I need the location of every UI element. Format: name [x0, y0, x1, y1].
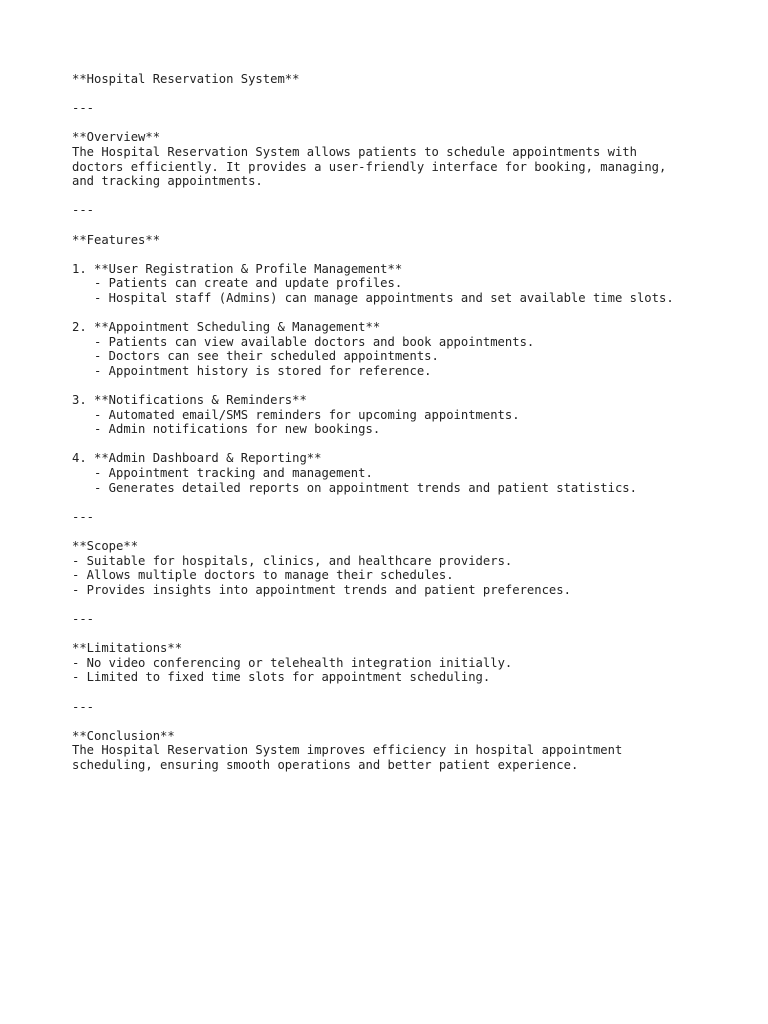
- feature-item-title: 1. **User Registration & Profile Management**: [72, 261, 403, 276]
- section-separator: ---: [72, 699, 95, 714]
- blank-line: [72, 495, 752, 510]
- blank-line: [72, 189, 752, 204]
- feature-item-title: 4. **Admin Dashboard & Reporting**: [72, 451, 322, 466]
- conclusion-line: scheduling, ensuring smooth operations and better patient experience.: [72, 757, 579, 772]
- scope-bullet: - Suitable for hospitals, clinics, and healthcare providers.: [72, 553, 513, 568]
- feature-bullet: - Generates detailed reports on appointment trends and patient statistics.: [94, 480, 637, 495]
- limitation-bullet: - No video conferencing or telehealth integration initially.: [72, 655, 513, 670]
- section-separator: ---: [72, 611, 95, 626]
- blank-line: [72, 378, 752, 393]
- document-title: **Hospital Reservation System**: [72, 72, 300, 86]
- blank-line: [72, 87, 752, 102]
- blank-line: [72, 116, 752, 131]
- feature-bullet: - Admin notifications for new bookings.: [94, 422, 381, 437]
- feature-bullet: - Hospital staff (Admins) can manage appointments and set available time slots.: [94, 290, 674, 305]
- scope-heading: **Scope**: [72, 539, 139, 553]
- limitation-bullet: - Limited to fixed time slots for appointment scheduling.: [72, 670, 491, 685]
- feature-item-title: 3. **Notifications & Reminders**: [72, 393, 307, 408]
- feature-bullet: - Doctors can see their scheduled appointments.: [94, 349, 439, 364]
- limitations-heading: **Limitations**: [72, 641, 183, 656]
- feature-bullet: - Appointment history is stored for reference.: [94, 363, 432, 378]
- blank-line: [72, 627, 752, 642]
- feature-bullet: - Patients can create and update profiles.: [94, 276, 403, 291]
- overview-line: and tracking appointments.: [72, 174, 263, 189]
- conclusion-heading: **Conclusion**: [72, 728, 175, 743]
- section-separator: ---: [72, 203, 95, 218]
- section-separator: ---: [72, 509, 95, 524]
- overview-line: The Hospital Reservation System allows patients to schedule appointments with: [72, 144, 637, 159]
- blank-line: [72, 597, 752, 612]
- overview-line: doctors efficiently. It provides a user-friendly interface for booking, managing,: [72, 159, 667, 174]
- features-heading: **Features**: [72, 232, 161, 247]
- blank-line: [72, 218, 752, 233]
- blank-line: [72, 685, 752, 700]
- conclusion-line: The Hospital Reservation System improves efficiency in hospital appointment: [72, 743, 623, 758]
- overview-heading: **Overview**: [72, 130, 161, 145]
- blank-line: [72, 524, 752, 539]
- section-separator: ---: [72, 101, 95, 116]
- scope-bullet: - Allows multiple doctors to manage their schedules.: [72, 568, 454, 583]
- feature-bullet: - Patients can view available doctors and book appointments.: [94, 334, 535, 349]
- feature-bullet: - Appointment tracking and management.: [94, 466, 373, 481]
- document-page: [72, 72, 752, 773]
- blank-line: [72, 437, 752, 452]
- scope-bullet: - Provides insights into appointment trends and patient preferences.: [72, 582, 571, 597]
- feature-item-title: 2. **Appointment Scheduling & Management**: [72, 320, 381, 335]
- blank-line: [72, 714, 752, 729]
- blank-line: [72, 247, 752, 262]
- blank-line: [72, 306, 752, 321]
- feature-bullet: - Automated email/SMS reminders for upcoming appointments.: [94, 407, 520, 422]
